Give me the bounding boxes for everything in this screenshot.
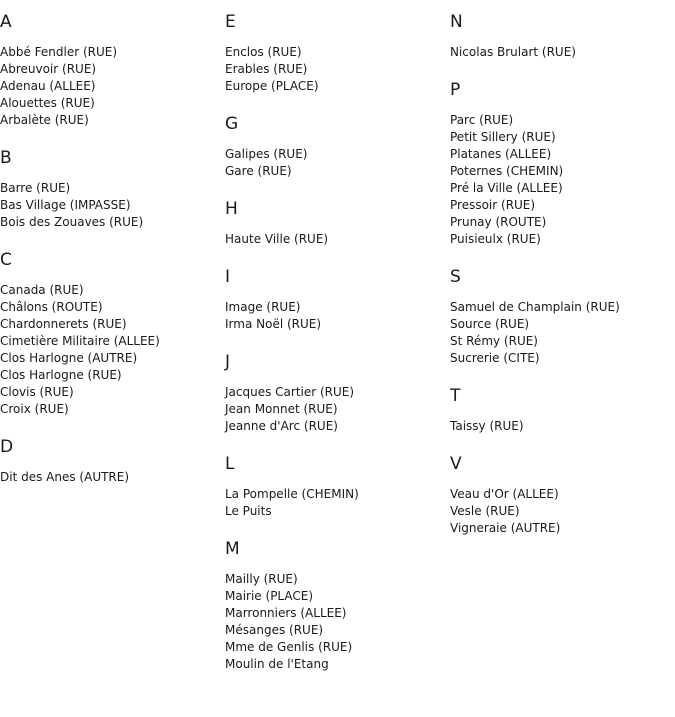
street-list: [225, 384, 445, 435]
street-link[interactable]: Clovis (RUE): [0, 385, 74, 399]
street-link[interactable]: Puisieulx (RUE): [450, 232, 541, 246]
letter-group: [0, 10, 220, 129]
letter-heading: C: [0, 250, 12, 270]
street-link[interactable]: Clos Harlogne (RUE): [0, 368, 122, 382]
street-link[interactable]: Châlons (ROUTE): [0, 300, 103, 314]
street-link[interactable]: Haute Ville (RUE): [225, 232, 329, 246]
letter-heading: T: [450, 386, 461, 406]
street-list: [0, 282, 220, 418]
street-list: [450, 418, 670, 435]
street-link[interactable]: Samuel de Champlain (RUE): [450, 300, 620, 314]
letter-group: [225, 350, 445, 435]
street-link[interactable]: Alouettes (RUE): [0, 96, 95, 110]
letter-group: [225, 197, 445, 248]
street-link[interactable]: Adenau (ALLEE): [0, 79, 96, 93]
street-link[interactable]: Jean Monnet (RUE): [225, 402, 338, 416]
letter-group: [225, 265, 445, 333]
letter-group: [450, 10, 670, 61]
street-link[interactable]: Mairie (PLACE): [225, 589, 314, 603]
letter-group: [0, 146, 220, 231]
letter-heading: V: [450, 454, 462, 474]
street-list: [450, 112, 670, 248]
street-link[interactable]: Sucrerie (CITE): [450, 351, 540, 365]
letter-heading: L: [225, 454, 235, 474]
street-link[interactable]: Europe (PLACE): [225, 79, 319, 93]
street-link[interactable]: Marronniers (ALLEE): [225, 606, 347, 620]
street-link[interactable]: Nicolas Brulart (RUE): [450, 45, 576, 59]
street-list: [450, 486, 670, 537]
street-link[interactable]: Vesle (RUE): [450, 504, 520, 518]
street-link[interactable]: Bas Village (IMPASSE): [0, 198, 131, 212]
letter-group: [225, 537, 445, 673]
street-link[interactable]: Dit des Anes (AUTRE): [0, 470, 130, 484]
letter-heading: H: [225, 199, 238, 219]
letter-heading: B: [0, 148, 12, 168]
street-list: [450, 299, 670, 367]
street-index-column-3: [450, 10, 670, 554]
street-link[interactable]: Canada (RUE): [0, 283, 84, 297]
letter-heading: J: [225, 352, 231, 372]
street-link[interactable]: Arbalète (RUE): [0, 113, 89, 127]
street-link[interactable]: Poternes (CHEMIN): [450, 164, 564, 178]
letter-heading: E: [225, 12, 236, 32]
street-link[interactable]: Abbé Fendler (RUE): [0, 45, 118, 59]
street-link[interactable]: Mme de Genlis (RUE): [225, 640, 353, 654]
letter-heading: N: [450, 12, 463, 32]
letter-group: [225, 112, 445, 180]
letter-group: [225, 452, 445, 520]
letter-group: [450, 452, 670, 537]
street-link[interactable]: Pressoir (RUE): [450, 198, 536, 212]
letter-group: [450, 265, 670, 367]
street-link[interactable]: Mésanges (RUE): [225, 623, 324, 637]
street-link[interactable]: Erables (RUE): [225, 62, 308, 76]
street-link[interactable]: Chardonnerets (RUE): [0, 317, 127, 331]
street-list: [0, 469, 220, 486]
street-list: [225, 486, 445, 520]
street-link[interactable]: Image (RUE): [225, 300, 301, 314]
letter-heading: G: [225, 114, 239, 134]
street-link[interactable]: Galipes (RUE): [225, 147, 308, 161]
street-link[interactable]: Source (RUE): [450, 317, 530, 331]
letter-group: [450, 78, 670, 248]
letter-group: [0, 248, 220, 418]
street-link[interactable]: St Rémy (RUE): [450, 334, 538, 348]
street-list: [225, 299, 445, 333]
street-index-column-2: [225, 10, 445, 690]
street-link[interactable]: Abreuvoir (RUE): [0, 62, 97, 76]
street-list: [225, 146, 445, 180]
letter-heading: S: [450, 267, 461, 287]
street-link[interactable]: Jacques Cartier (RUE): [225, 385, 355, 399]
street-link[interactable]: Jeanne d'Arc (RUE): [225, 419, 338, 433]
street-list: [225, 231, 445, 248]
street-list: [0, 44, 220, 129]
street-link[interactable]: Mailly (RUE): [225, 572, 298, 586]
letter-group: [225, 10, 445, 95]
street-link[interactable]: Veau d'Or (ALLEE): [450, 487, 559, 501]
street-link[interactable]: Petit Sillery (RUE): [450, 130, 556, 144]
street-link[interactable]: Cimetière Militaire (ALLEE): [0, 334, 160, 348]
street-link[interactable]: Bois des Zouaves (RUE): [0, 215, 144, 229]
street-link[interactable]: Pré la Ville (ALLEE): [450, 181, 563, 195]
street-list: [225, 571, 445, 673]
letter-group: [0, 435, 220, 486]
street-index-column-1: [0, 10, 220, 503]
street-link[interactable]: Moulin de l'Etang: [225, 657, 329, 671]
street-link[interactable]: La Pompelle (CHEMIN): [225, 487, 359, 501]
street-link[interactable]: Enclos (RUE): [225, 45, 302, 59]
street-list: [450, 44, 670, 61]
street-link[interactable]: Prunay (ROUTE): [450, 215, 547, 229]
letter-heading: D: [0, 437, 14, 457]
street-link[interactable]: Barre (RUE): [0, 181, 71, 195]
letter-heading: I: [225, 267, 231, 287]
street-link[interactable]: Vigneraie (AUTRE): [450, 521, 561, 535]
street-list: [225, 44, 445, 95]
street-link[interactable]: Gare (RUE): [225, 164, 292, 178]
street-link[interactable]: Platanes (ALLEE): [450, 147, 552, 161]
street-list: [0, 180, 220, 231]
street-link[interactable]: Taissy (RUE): [450, 419, 524, 433]
letter-heading: A: [0, 12, 12, 32]
street-link[interactable]: Irma Noël (RUE): [225, 317, 322, 331]
letter-group: [450, 384, 670, 435]
street-link[interactable]: Parc (RUE): [450, 113, 514, 127]
letter-heading: P: [450, 80, 461, 100]
street-link[interactable]: Clos Harlogne (AUTRE): [0, 351, 138, 365]
street-link[interactable]: Croix (RUE): [0, 402, 69, 416]
letter-heading: M: [225, 539, 240, 559]
street-link[interactable]: Le Puits: [225, 504, 272, 518]
